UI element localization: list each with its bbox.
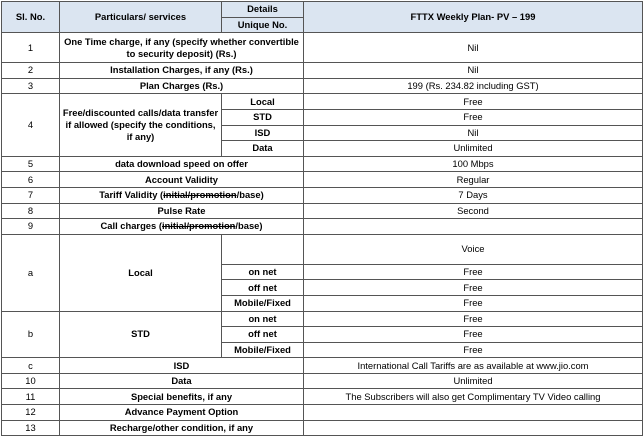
header-particulars: Particulars/ services xyxy=(60,2,222,33)
value-cell: Free xyxy=(304,109,643,125)
sl-cell: c xyxy=(2,358,60,374)
value-cell: Free xyxy=(304,311,643,327)
sub-label-cell: Data xyxy=(222,141,304,157)
value-cell xyxy=(304,219,643,235)
value-cell: 199 (Rs. 234.82 including GST) xyxy=(304,78,643,94)
value-cell: Free xyxy=(304,295,643,311)
sl-cell: b xyxy=(2,311,60,358)
particular-cell: Advance Payment Option xyxy=(60,405,304,421)
particular-cell: Account Validity xyxy=(60,172,304,188)
sub-label-cell: Local xyxy=(222,94,304,110)
value-cell: Nil xyxy=(304,125,643,141)
sl-cell: 7 xyxy=(2,187,60,203)
table-row xyxy=(2,389,643,405)
value-cell: Free xyxy=(304,327,643,343)
value-cell: Nil xyxy=(304,33,643,63)
header-plan: FTTX Weekly Plan- PV – 199 xyxy=(304,2,643,33)
particular-cell: Free/discounted calls/data transfer if allowed (specify the conditions, if any) xyxy=(60,94,222,156)
table-row xyxy=(2,78,643,94)
particular-cell: Special benefits, if any xyxy=(60,389,304,405)
particular-cell: One Time charge, if any (specify whether convertible to security deposit) (Rs.) xyxy=(60,33,304,63)
header-unique-no: Unique No. xyxy=(222,17,304,33)
value-cell: Free xyxy=(304,94,643,110)
value-cell: Unlimited xyxy=(304,373,643,389)
table-row xyxy=(2,373,643,389)
sl-cell: 10 xyxy=(2,373,60,389)
particular-cell xyxy=(60,187,304,203)
sl-cell: 2 xyxy=(2,63,60,79)
struck-text: initial/promotion xyxy=(161,220,236,232)
sl-cell: 5 xyxy=(2,156,60,172)
value-cell: Voice xyxy=(304,234,643,264)
sub-label-cell: off net xyxy=(222,327,304,343)
table-row xyxy=(2,311,643,327)
particular-cell: Plan Charges (Rs.) xyxy=(60,78,304,94)
sl-cell: 6 xyxy=(2,172,60,188)
value-cell xyxy=(304,420,643,436)
table-row xyxy=(2,203,643,219)
value-cell: Regular xyxy=(304,172,643,188)
particular-cell: Local xyxy=(60,234,222,311)
table-row xyxy=(2,172,643,188)
table-row xyxy=(2,358,643,374)
table-row xyxy=(2,33,643,63)
table-row xyxy=(2,234,643,264)
sl-cell: 9 xyxy=(2,219,60,235)
table-row xyxy=(2,420,643,436)
sub-label-cell: STD xyxy=(222,109,304,125)
value-cell: Free xyxy=(304,264,643,280)
sl-cell: 1 xyxy=(2,33,60,63)
sl-cell: 4 xyxy=(2,94,60,156)
particular-suffix: /base) xyxy=(235,220,263,232)
sub-label-cell xyxy=(222,234,304,264)
sl-cell: a xyxy=(2,234,60,311)
value-cell: Nil xyxy=(304,63,643,79)
table-row xyxy=(2,405,643,421)
sub-label-cell: on net xyxy=(222,264,304,280)
sub-label-cell: Mobile/Fixed xyxy=(222,295,304,311)
table-row xyxy=(2,187,643,203)
table-row xyxy=(2,156,643,172)
particular-prefix: Tariff Validity ( xyxy=(99,189,164,201)
table-row xyxy=(2,94,643,110)
value-cell xyxy=(304,405,643,421)
header-row xyxy=(2,2,643,18)
value-cell: Free xyxy=(304,342,643,358)
header-details: Details xyxy=(222,2,304,18)
particular-cell: Data xyxy=(60,373,304,389)
sl-cell: 3 xyxy=(2,78,60,94)
particular-cell: Installation Charges, if any (Rs.) xyxy=(60,63,304,79)
sub-label-cell: off net xyxy=(222,280,304,296)
table-row xyxy=(2,63,643,79)
header-sl-no: Sl. No. xyxy=(2,2,60,33)
sl-cell: 13 xyxy=(2,420,60,436)
value-cell: 100 Mbps xyxy=(304,156,643,172)
table-row xyxy=(2,219,643,235)
particular-cell: STD xyxy=(60,311,222,358)
particular-cell xyxy=(60,219,304,235)
particular-prefix: Call charges ( xyxy=(100,220,162,232)
value-cell: The Subscribers will also get Complimentary TV Video calling xyxy=(304,389,643,405)
tariff-table xyxy=(1,1,643,436)
sl-cell: 11 xyxy=(2,389,60,405)
sub-label-cell: Mobile/Fixed xyxy=(222,342,304,358)
particular-suffix: /base) xyxy=(236,189,264,201)
sub-label-cell: on net xyxy=(222,311,304,327)
value-cell: Second xyxy=(304,203,643,219)
sl-cell: 8 xyxy=(2,203,60,219)
particular-cell: ISD xyxy=(60,358,304,374)
value-cell: 7 Days xyxy=(304,187,643,203)
struck-text: initial/promotion xyxy=(163,189,237,201)
value-cell: Free xyxy=(304,280,643,296)
value-cell: Unlimited xyxy=(304,141,643,157)
value-cell: International Call Tariffs are as available at www.jio.com xyxy=(304,358,643,374)
particular-cell: data download speed on offer xyxy=(60,156,304,172)
sl-cell: 12 xyxy=(2,405,60,421)
particular-cell: Recharge/other condition, if any xyxy=(60,420,304,436)
particular-cell: Pulse Rate xyxy=(60,203,304,219)
sub-label-cell: ISD xyxy=(222,125,304,141)
